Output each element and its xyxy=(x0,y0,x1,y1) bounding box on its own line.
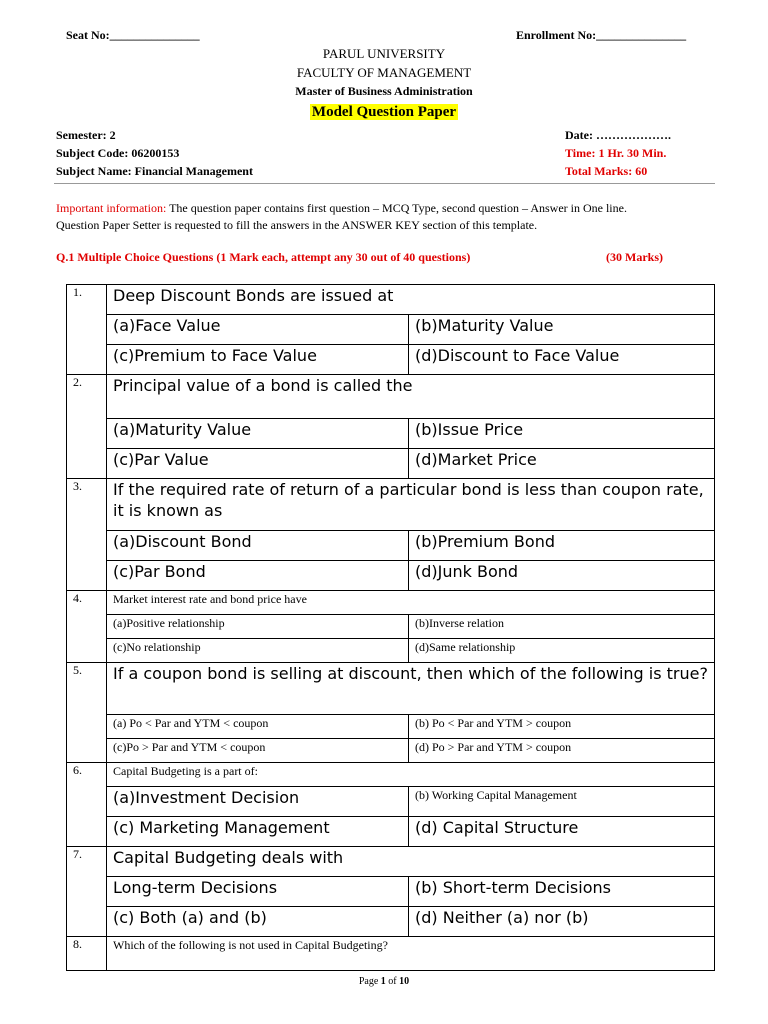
option-row xyxy=(67,817,715,847)
question-row xyxy=(67,285,715,315)
option-row xyxy=(67,561,715,591)
option-d: (d) Neither (a) nor (b) xyxy=(409,907,715,937)
question-text: Which of the following is not used in Capital Budgeting? xyxy=(107,937,715,971)
option-row xyxy=(67,639,715,663)
important-info xyxy=(56,201,726,216)
option-d: (d)Discount to Face Value xyxy=(409,345,715,375)
program-name: Master of Business Administration xyxy=(295,84,473,98)
section-marks: (30 Marks) xyxy=(606,250,663,264)
option-b: (b) Po < Par and YTM > coupon xyxy=(409,715,715,739)
option-a: (a) Po < Par and YTM < coupon xyxy=(107,715,409,739)
subject-name: Subject Name: Financial Management xyxy=(56,164,253,178)
option-b: (b)Premium Bond xyxy=(409,531,715,561)
option-d: (d)Same relationship xyxy=(409,639,715,663)
question-text: Capital Budgeting is a part of: xyxy=(107,763,715,787)
exam-date: Date: ………………. xyxy=(565,128,671,142)
option-row xyxy=(67,531,715,561)
option-b: (b)Maturity Value xyxy=(409,315,715,345)
question-number: 2. xyxy=(67,375,107,479)
page-total: 10 xyxy=(399,976,410,987)
question-number: 7. xyxy=(67,847,107,937)
option-c: (c)No relationship xyxy=(107,639,409,663)
option-b: (b) Working Capital Management xyxy=(409,787,715,817)
question-text: Market interest rate and bond price have xyxy=(107,591,715,615)
option-row xyxy=(67,315,715,345)
option-a: Long-term Decisions xyxy=(107,877,409,907)
total-marks: Total Marks: 60 xyxy=(565,164,648,178)
paper-title: Model Question Paper xyxy=(311,104,457,120)
university-name: PARUL UNIVERSITY xyxy=(322,46,446,61)
question-number: 6. xyxy=(67,763,107,847)
question-text: Capital Budgeting deals with xyxy=(107,847,715,877)
question-number: 8. xyxy=(67,937,107,971)
question-number: 1. xyxy=(67,285,107,375)
option-row xyxy=(67,877,715,907)
option-d: (d)Junk Bond xyxy=(409,561,715,591)
option-b: (b)Issue Price xyxy=(409,419,715,449)
option-row xyxy=(67,907,715,937)
option-row xyxy=(67,345,715,375)
option-b: (b) Short-term Decisions xyxy=(409,877,715,907)
option-a: (a)Positive relationship xyxy=(107,615,409,639)
question-text: If a coupon bond is selling at discount, then which of the following is true? xyxy=(107,663,715,715)
option-row xyxy=(67,419,715,449)
page-prefix: Page xyxy=(358,976,381,987)
question-row xyxy=(67,479,715,531)
option-row xyxy=(67,715,715,739)
question-row xyxy=(67,847,715,877)
option-c: (c)Premium to Face Value xyxy=(107,345,409,375)
question-row xyxy=(67,591,715,615)
question-number: 5. xyxy=(67,663,107,763)
page-footer xyxy=(0,976,768,987)
enrollment-no: Enrollment No:_______________ xyxy=(516,28,687,42)
option-c: (c)Par Value xyxy=(107,449,409,479)
option-c: (c) Marketing Management xyxy=(107,817,409,847)
question-number: 3. xyxy=(67,479,107,591)
option-a: (a)Discount Bond xyxy=(107,531,409,561)
option-c: (c)Po > Par and YTM < coupon xyxy=(107,739,409,763)
option-row xyxy=(67,615,715,639)
option-a: (a)Investment Decision xyxy=(107,787,409,817)
important-info-line1: The question paper contains first question – MCQ Type, second question – Answer in One line. xyxy=(166,201,627,215)
question-text: Principal value of a bond is called the xyxy=(107,375,715,419)
question-number: 4. xyxy=(67,591,107,663)
question-row xyxy=(67,763,715,787)
important-info-label: Important information: xyxy=(56,201,167,215)
subject-code: Subject Code: 06200153 xyxy=(56,146,180,160)
question-row xyxy=(67,375,715,419)
mcq-table xyxy=(66,284,715,971)
faculty-name: FACULTY OF MANAGEMENT xyxy=(296,65,472,80)
option-a: (a)Maturity Value xyxy=(107,419,409,449)
option-a: (a)Face Value xyxy=(107,315,409,345)
option-row xyxy=(67,739,715,763)
option-row xyxy=(67,787,715,817)
exam-time: Time: 1 Hr. 30 Min. xyxy=(565,146,667,160)
option-d: (d)Market Price xyxy=(409,449,715,479)
question-text: If the required rate of return of a particular bond is less than coupon rate, it is known as xyxy=(107,479,715,531)
seat-no: Seat No:_______________ xyxy=(66,28,200,42)
option-row xyxy=(67,449,715,479)
option-b: (b)Inverse relation xyxy=(409,615,715,639)
option-c: (c) Both (a) and (b) xyxy=(107,907,409,937)
section-title: Q.1 Multiple Choice Questions (1 Mark each, attempt any 30 out of 40 questions) xyxy=(56,250,471,264)
page-of: of xyxy=(385,976,400,987)
option-d: (d) Capital Structure xyxy=(409,817,715,847)
important-info-line2: Question Paper Setter is requested to fill the answers in the ANSWER KEY section of this template. xyxy=(56,218,538,232)
question-row xyxy=(67,663,715,715)
question-row xyxy=(67,937,715,971)
divider xyxy=(54,183,715,184)
option-d: (d) Po > Par and YTM > coupon xyxy=(409,739,715,763)
question-text: Deep Discount Bonds are issued at xyxy=(107,285,715,315)
page-number: 1 xyxy=(380,976,386,987)
semester: Semester: 2 xyxy=(56,128,116,142)
option-c: (c)Par Bond xyxy=(107,561,409,591)
